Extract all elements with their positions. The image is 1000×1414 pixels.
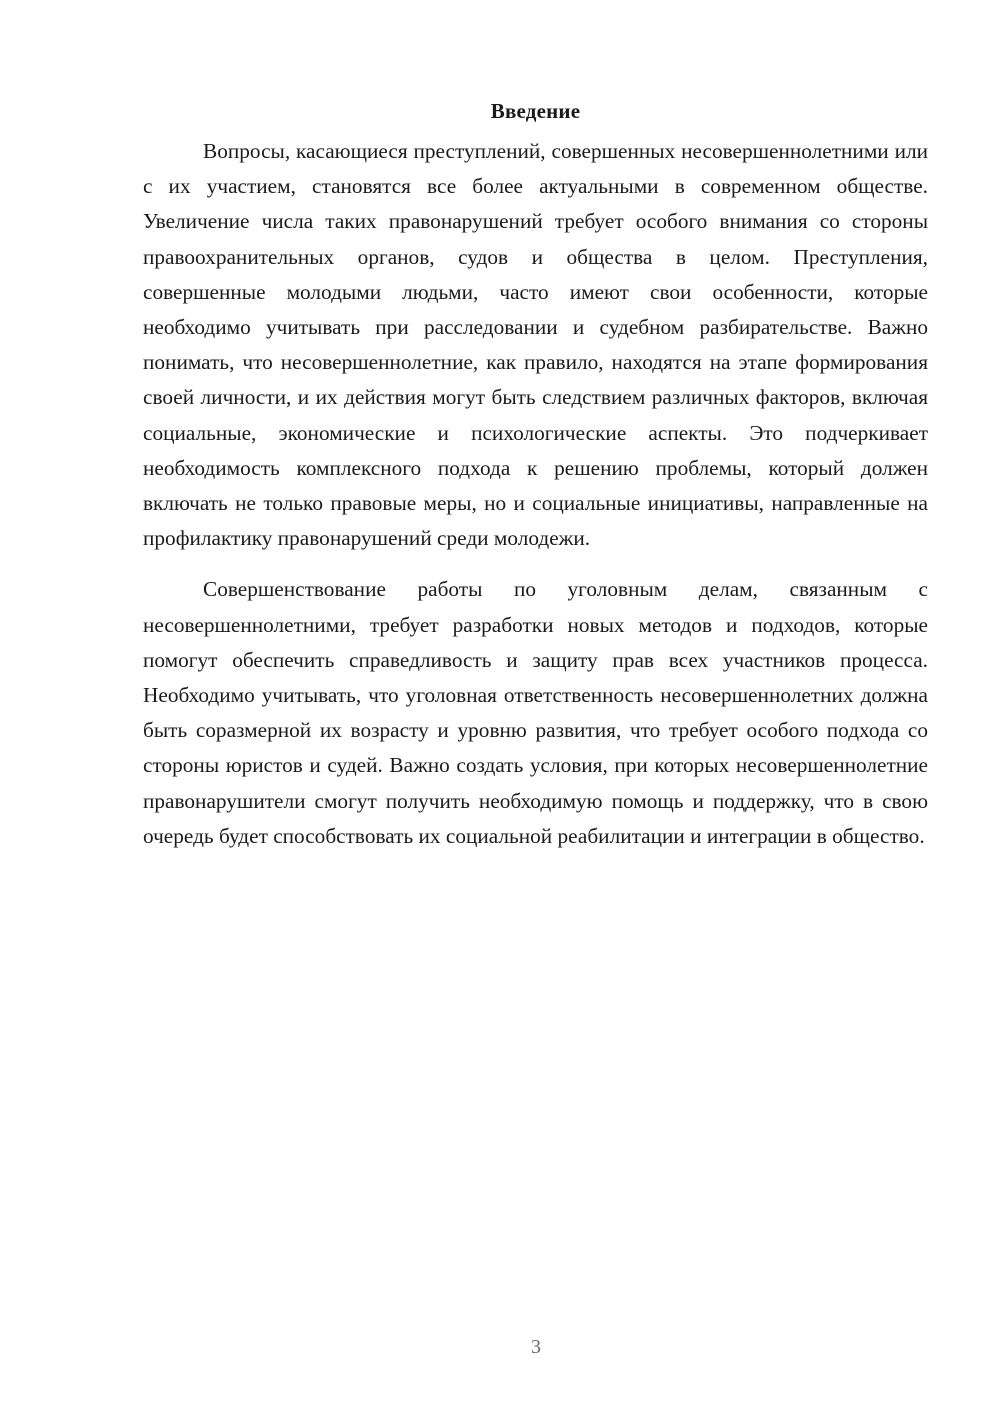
paragraph-1: Вопросы, касающиеся преступлений, совершенных несовершеннолетними или с их участием, становятся все более актуальными в современном обществе. Увеличение числа таких правонарушений требует особого внимания со стороны правоохранительных органов, судов и общества в целом. Преступления, совершенные молодыми людьми, часто имеют свои особенности, которые необходимо учитывать при расследовании и судебном разбирательстве. Важно понимать, что несовершеннолетние, как правило, находятся на этапе формирования своей личности, и их действия могут быть следствием различных факторов, включая социальные, экономические и психологические аспекты. Это подчеркивает необходимость комплексного подхода к решению проблемы, который должен включать не только правовые меры, но и социальные инициативы, направленные на профилактику правонарушений среди молодежи. — [143, 139, 928, 551]
section-title: Введение — [490, 99, 581, 123]
paragraph-2: Совершенствование работы по уголовным делам, связанным с несовершеннолетними, требует разработки новых методов и подходов, которые помогут обеспечить справедливость и защиту прав всех участников процесса. Необходимо учитывать, что уголовная ответственность несовершеннолетних должна быть соразмерной их возрасту и уровню развития, что требует особого подхода со стороны юристов и судей. Важно создать условия, при которых несовершеннолетние правонарушители смогут получить необходимую помощь и поддержку, что в свою очередь будет способствовать их социальной реабилитации и интеграции в общество. — [143, 577, 928, 848]
page-number: 3 — [531, 1336, 541, 1358]
page-content — [143, 96, 928, 854]
